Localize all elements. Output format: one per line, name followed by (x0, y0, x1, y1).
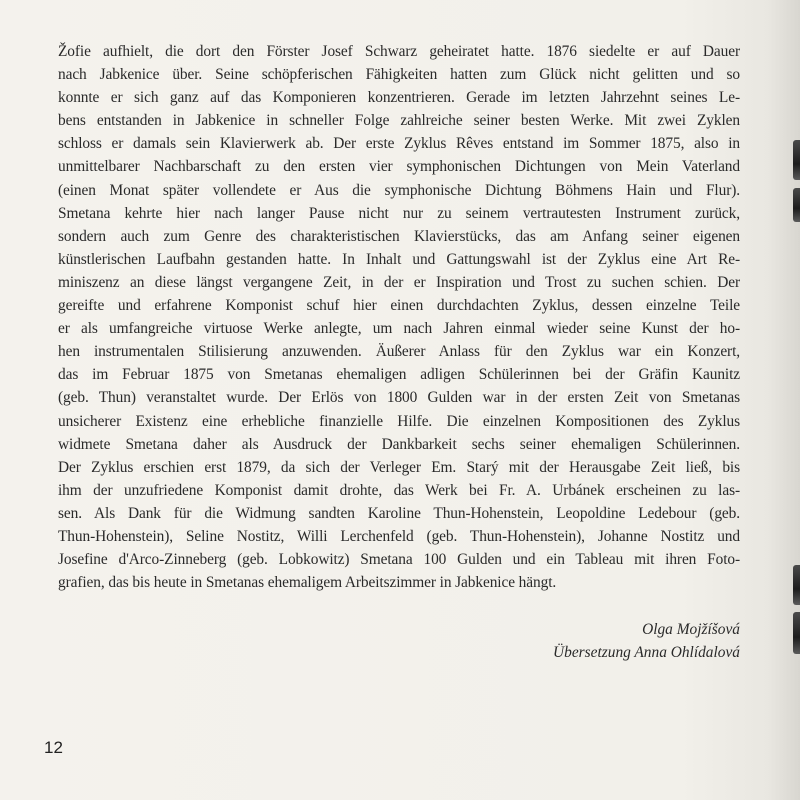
text-line: Josefine d'Arco-Zinneberg (geb. Lobkowitz) Smetana 100 Gulden und ein Tableau mit ihren Foto- (58, 551, 740, 569)
text-line: er als umfangreiche virtuose Werke anlegte, um nach Jahren einmal wieder seine Kunst der ho- (58, 320, 740, 338)
page-edge-mark (793, 140, 800, 180)
text-line: bens entstanden in Jabkenice in schneller Folge zahlreiche seiner besten Werke. Mit zwei Zyklen (58, 112, 740, 130)
text-line: sen. Als Dank für die Widmung sandten Karoline Thun-Hohenstein, Leopoldine Ledebour (geb. (58, 504, 740, 522)
text-line: Der Zyklus erschien erst 1879, da sich der Verleger Em. Starý mit der Herausgabe Zeit ließ, bis (58, 458, 740, 476)
text-line: sondern auch zum Genre des charakteristischen Klavierstücks, das am Anfang seiner eigenen (58, 227, 740, 245)
page-edge-mark (793, 565, 800, 605)
text-line: unmittelbarer Nachbarschaft zu den ersten vier symphonischen Dichtungen von Mein Vaterland (58, 158, 740, 176)
text-line: (einen Monat später vollendete er Aus die symphonische Dichtung Böhmens Hain und Flur). (58, 181, 740, 199)
translation-credit: Übersetzung Anna Ohlídalová (553, 644, 740, 661)
text-line: unsicherer Existenz eine erhebliche finanzielle Hilfe. Die einzelnen Kompositionen des Zyklus (58, 412, 740, 430)
text-line: konnte er sich ganz auf das Komponieren konzentrieren. Gerade im letzten Jahrzehnt seines Le- (58, 89, 740, 107)
text-line: widmete Smetana daher als Ausdruck der Dankbarkeit sechs seiner ehemaligen Schülerinnen. (58, 435, 740, 453)
text-line: miniszenz an diese längst vergangene Zeit, in der er Inspiration und Trost zu suchen schien. Der (58, 273, 740, 291)
author-name: Olga Mojžíšová (642, 621, 740, 638)
text-line: Smetana kehrte hier nach langer Pause nicht nur zu seinem vertrautesten Instrument zurück, (58, 204, 740, 222)
text-line: grafien, das bis heute in Smetanas ehemaligem Arbeitszimmer in Jabkenice hängt. (58, 574, 557, 592)
text-line: hen instrumentalen Stilisierung anzuwenden. Äußerer Anlass für den Zyklus war ein Konzert, (58, 343, 740, 361)
text-line: (geb. Thun) veranstaltet wurde. Der Erlös von 1800 Gulden war in der ersten Zeit von Smetanas (58, 389, 740, 407)
signature-block (553, 618, 740, 664)
page-edge-mark (793, 612, 800, 654)
text-line: ihm der unzufriedene Komponist damit drohte, das Werk bei Fr. A. Urbánek erscheinen zu las- (58, 481, 740, 499)
text-line: gereifte und erfahrene Komponist schuf hier einen durchdachten Zyklus, dessen einzelne Teile (58, 297, 740, 315)
page-edge-mark (793, 188, 800, 222)
text-line: Žofie aufhielt, die dort den Förster Josef Schwarz geheiratet hatte. 1876 siedelte er auf Dauer (58, 43, 740, 60)
text-line: nach Jabkenice über. Seine schöpferischen Fähigkeiten hatten zum Glück nicht gelitten und so (58, 66, 740, 84)
text-line: künstlerischen Laufbahn gestanden hatte. In Inhalt und Gattungswahl ist der Zyklus eine Art Re- (58, 250, 740, 268)
text-line: Thun-Hohenstein), Seline Nostitz, Willi Lerchenfeld (geb. Thun-Hohenstein), Johanne Nostitz und (58, 527, 740, 545)
page-number: 12 (44, 738, 63, 757)
text-line: schloss er damals sein Klavierwerk ab. Der erste Zyklus Rêves entstand im Sommer 1875, also in (58, 135, 740, 153)
text-line: das im Februar 1875 von Smetanas ehemaligen adligen Schülerinnen bei der Gräfin Kaunitz (58, 366, 740, 384)
body-paragraph (58, 40, 740, 594)
